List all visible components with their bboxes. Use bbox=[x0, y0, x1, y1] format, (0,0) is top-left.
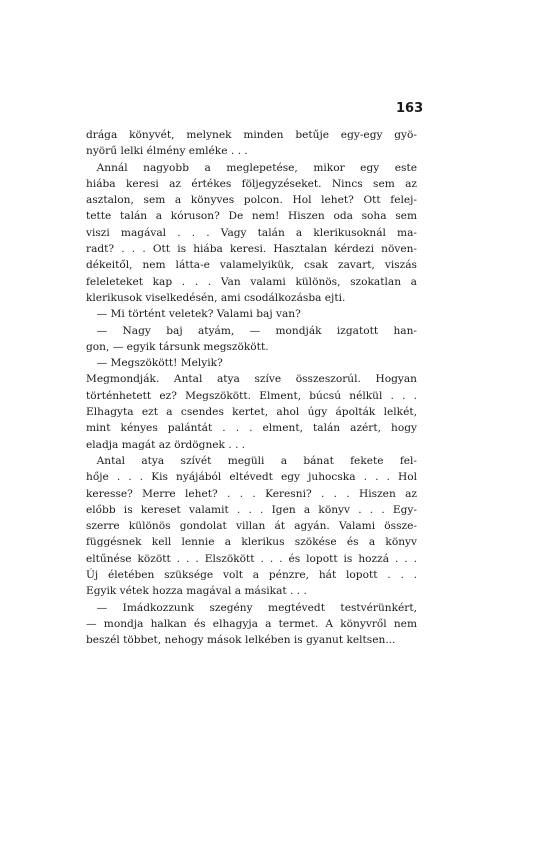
text-line: dékeitől, nem látta-e valamelyikük, csak zavart, viszás bbox=[86, 259, 417, 272]
text-line: Megmondják. Antal atya szíve összeszorúl. Hogyan bbox=[86, 373, 417, 386]
text-line: előbb is kereset valamit . . . Igen a könyv . . . Egy- bbox=[86, 503, 417, 516]
text-line: — Imádkozzunk szegény megtévedt testvérünkért, bbox=[86, 601, 417, 614]
text-line: asztalon, sem a könyves polcon. Hol lehet? Ott felej- bbox=[86, 194, 417, 207]
text-line: hiába keresi az értékes följegyzéseket. Nincs sem az bbox=[86, 177, 417, 190]
text-line: Egyik vétek hozza magával a másikat . . . bbox=[86, 585, 307, 598]
text-line: Annál nagyobb a meglepetése, mikor egy este bbox=[86, 161, 417, 174]
text-line: szerre különös gondolat villan át agyán. Valami össze- bbox=[86, 520, 417, 533]
text-line: feleleteket kap . . . Van valami különös, szokatlan a bbox=[86, 275, 417, 288]
text-line: drága könyvét, melynek minden betűje egy-egy gyö- bbox=[86, 129, 417, 141]
text-line: függésnek kell lennie a klerikus szökése és a könyv bbox=[86, 536, 417, 549]
text-line: eladja magát az ördögnek . . . bbox=[86, 438, 246, 451]
text-line: Új életében szüksége volt a pénzre, hát lopott . . . bbox=[86, 569, 417, 582]
text-line: — Mi történt veletek? Valami baj van? bbox=[86, 308, 301, 321]
text-line: keresse? Merre lehet? . . . Keresni? . . . Hiszen az bbox=[86, 487, 417, 500]
text-line: — Nagy baj atyám, — mondják izgatott han- bbox=[86, 324, 417, 337]
text-line: radt? . . . Ott is hiába keresi. Hasztalan kérdezi növen- bbox=[86, 243, 417, 256]
text-line: tette talán a kóruson? De nem! Hiszen oda soha sem bbox=[86, 210, 417, 223]
text-line: — mondja halkan és elhagyja a termet. A könyvről nem bbox=[86, 617, 417, 630]
text-line: eltűnése között . . . Elszökött . . . és lopott is hozzá . . . bbox=[86, 552, 417, 565]
text-line: Elhagyta ezt a csendes kertet, ahol úgy ápolták lelkét, bbox=[86, 406, 417, 419]
body-text bbox=[86, 127, 417, 649]
text-line: mint kényes palántát . . . elment, talán azért, hogy bbox=[86, 422, 417, 435]
text-line: hője . . . Kis nyájából eltévedt egy juhocska . . . Hol bbox=[86, 471, 417, 484]
page-number: 163 bbox=[396, 101, 424, 116]
text-line: történhetett ez? Megszökött. Elment, búcsú nélkül . . . bbox=[86, 389, 417, 402]
text-line: gon, — egyik társunk megszökött. bbox=[86, 340, 269, 353]
text-line: Antal atya szívét megüli a bánat fekete fel- bbox=[86, 454, 417, 467]
text-line: nyörű lelki élmény emléke . . . bbox=[86, 145, 248, 158]
text-line: — Megszökött! Melyik? bbox=[86, 357, 223, 370]
text-line: klerikusok viselkedésén, ami csodálkozásba ejti. bbox=[86, 291, 346, 304]
text-line: viszi magával . . . Vagy talán a klerikusoknál ma- bbox=[86, 226, 417, 239]
text-line: beszél többet, nehogy mások lelkében is gyanut keltsen... bbox=[86, 634, 396, 647]
